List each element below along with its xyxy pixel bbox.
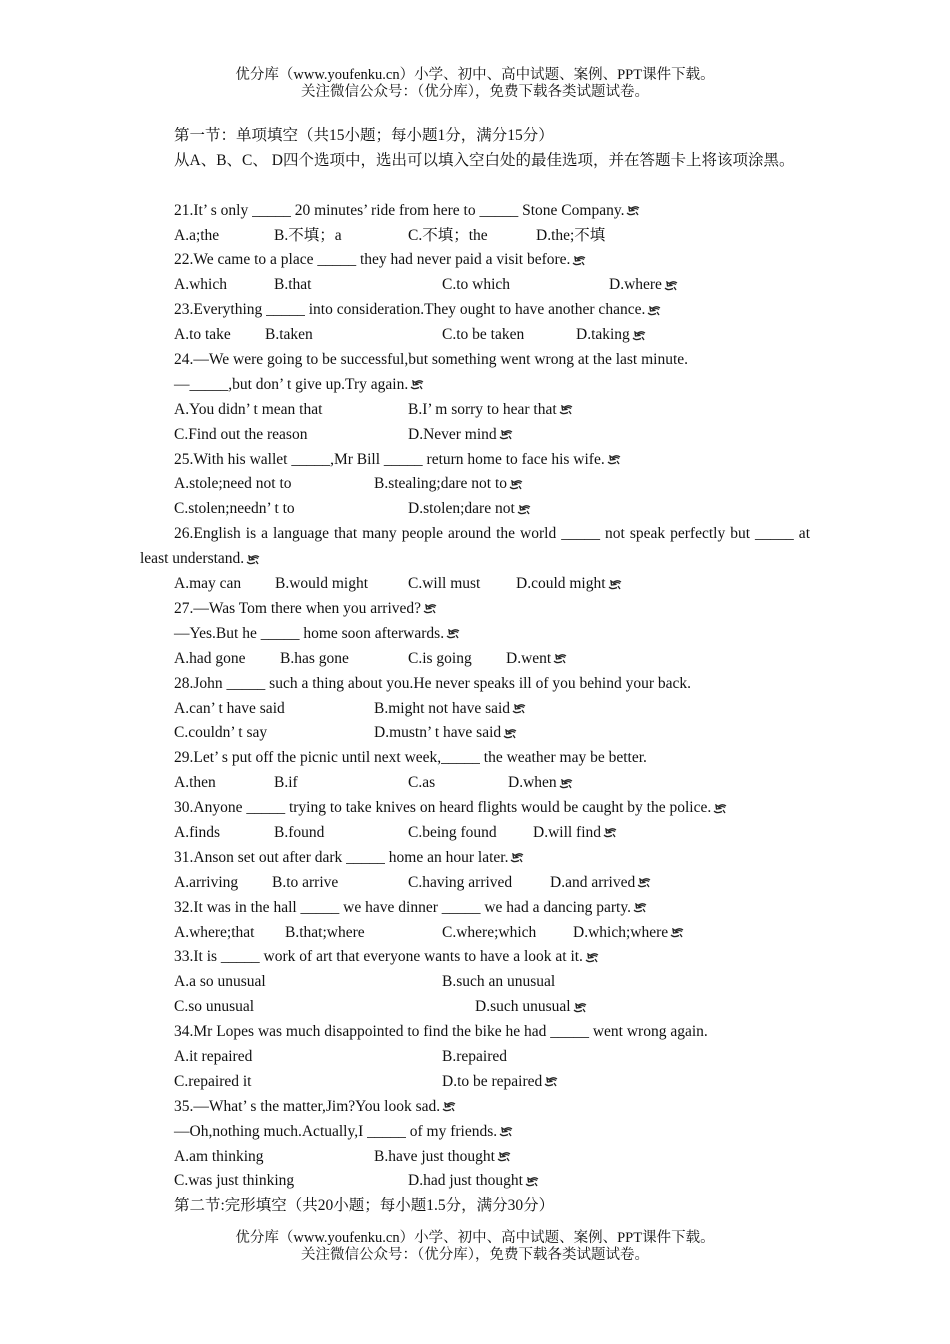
return-arrow-icon bbox=[523, 1172, 540, 1189]
option-b[interactable]: B.has gone bbox=[280, 649, 349, 667]
option-row bbox=[140, 721, 810, 746]
option-d[interactable]: D.will find bbox=[533, 821, 618, 846]
option-b[interactable]: B.might not have said bbox=[374, 697, 527, 722]
return-arrow-icon bbox=[711, 799, 728, 816]
option-d[interactable]: D.to be repaired bbox=[442, 1070, 559, 1095]
option-row bbox=[140, 1070, 810, 1095]
option-c[interactable]: C.repaired it bbox=[174, 1072, 252, 1090]
question-stem: 35.—What’ s the matter,Jim?You look sad. bbox=[140, 1095, 810, 1120]
question-stem: 24.—We were going to be successful,but something went wrong at the last minute. bbox=[174, 351, 689, 369]
option-a[interactable]: A.finds bbox=[174, 823, 221, 841]
option-d[interactable]: D.the;不填 bbox=[536, 226, 606, 244]
option-row bbox=[140, 871, 810, 896]
question-stem: 25.With his wallet _____,Mr Bill _____ return home to face his wife. bbox=[140, 448, 810, 473]
option-d[interactable]: D.could might bbox=[516, 572, 623, 597]
option-a[interactable]: A.You didn’ t mean that bbox=[174, 400, 323, 418]
option-row bbox=[140, 771, 810, 796]
option-row bbox=[140, 1045, 810, 1070]
option-row bbox=[140, 697, 810, 722]
option-row bbox=[140, 224, 810, 249]
option-row bbox=[140, 995, 810, 1020]
option-d[interactable]: D.when bbox=[508, 771, 574, 796]
return-arrow-icon bbox=[501, 724, 518, 741]
option-b[interactable]: B.have just thought bbox=[374, 1145, 512, 1170]
footer-line-2: 关注微信公众号：（优分库），免费下载各类试题试卷。 bbox=[301, 1247, 649, 1263]
option-c[interactable]: C.was just thinking bbox=[174, 1172, 295, 1190]
option-a[interactable]: A.it repaired bbox=[174, 1047, 253, 1065]
return-arrow-icon bbox=[244, 550, 261, 567]
return-arrow-icon bbox=[645, 301, 662, 318]
return-arrow-icon bbox=[570, 251, 587, 268]
option-d[interactable]: D.went bbox=[506, 647, 568, 672]
question-stem: 32.It was in the hall _____ we have dinner _____ we had a dancing party. bbox=[140, 896, 810, 921]
return-arrow-icon bbox=[668, 924, 685, 941]
option-row bbox=[140, 398, 810, 423]
option-a[interactable]: A.had gone bbox=[174, 649, 246, 667]
question-stem-line-2: —Oh,nothing much.Actually,I _____ of my friends. bbox=[140, 1120, 810, 1145]
option-a[interactable]: A.can’ t have said bbox=[174, 699, 285, 717]
question-stem: 26.English is a language that many people around the world _____ not speak perfectly but _____ at least understand. bbox=[140, 525, 810, 568]
option-a[interactable]: A.which bbox=[174, 276, 227, 294]
option-a[interactable]: A.where;that bbox=[174, 923, 255, 941]
option-c[interactable]: C.is going bbox=[408, 649, 472, 667]
return-arrow-icon bbox=[421, 600, 438, 617]
return-arrow-icon bbox=[497, 426, 514, 443]
option-b[interactable]: B.stealing;dare not to bbox=[374, 472, 524, 497]
page-header bbox=[0, 67, 950, 101]
option-row bbox=[140, 970, 810, 995]
option-d[interactable]: D.such unusual bbox=[475, 995, 588, 1020]
option-row bbox=[140, 472, 810, 497]
option-d[interactable]: D.stolen;dare not bbox=[408, 497, 532, 522]
return-arrow-icon bbox=[508, 849, 525, 866]
option-c[interactable]: C.will must bbox=[408, 575, 481, 593]
option-b[interactable]: B.would might bbox=[275, 575, 369, 593]
option-row bbox=[140, 1145, 810, 1170]
option-a[interactable]: A.may can bbox=[174, 575, 242, 593]
option-a[interactable]: A.a so unusual bbox=[174, 973, 266, 991]
return-arrow-icon bbox=[440, 1098, 457, 1115]
return-arrow-icon bbox=[630, 326, 647, 343]
option-a[interactable]: A.arriving bbox=[174, 873, 239, 891]
option-d[interactable]: D.which;where bbox=[573, 921, 685, 946]
option-a[interactable]: A.am thinking bbox=[174, 1147, 264, 1165]
page-footer bbox=[0, 1230, 950, 1264]
option-d[interactable]: D.and arrived bbox=[550, 871, 652, 896]
option-c[interactable]: C.couldn’ t say bbox=[174, 724, 268, 742]
option-row bbox=[140, 273, 810, 298]
return-arrow-icon bbox=[631, 899, 648, 916]
return-arrow-icon bbox=[444, 625, 461, 642]
option-b[interactable]: B.不填；a bbox=[274, 226, 342, 244]
option-b[interactable]: B.to arrive bbox=[272, 873, 339, 891]
return-arrow-icon bbox=[551, 650, 568, 667]
return-arrow-icon bbox=[635, 874, 652, 891]
question-stem: 28.John _____ such a thing about you.He never speaks ill of you behind your back. bbox=[174, 674, 692, 692]
question-stem: 34.Mr Lopes was much disappointed to find the bike he had _____ went wrong again. bbox=[174, 1023, 708, 1041]
option-row bbox=[140, 572, 810, 597]
return-arrow-icon bbox=[507, 475, 524, 492]
option-c[interactable]: C.Find out the reason bbox=[174, 425, 308, 443]
footer-line-1: 优分库（www.youfenku.cn）小学、初中、高中试题、案例、PPT课件下载。 bbox=[235, 1230, 715, 1246]
option-b[interactable]: B.taken bbox=[265, 326, 313, 344]
question-stem: 22.We came to a place _____ they had never paid a visit before. bbox=[140, 248, 810, 273]
return-arrow-icon bbox=[557, 401, 574, 418]
option-a[interactable]: A.stole;need not to bbox=[174, 475, 292, 493]
option-d[interactable]: D.mustn’ t have said bbox=[374, 721, 518, 746]
option-b[interactable]: B.found bbox=[274, 823, 325, 841]
return-arrow-icon bbox=[557, 774, 574, 791]
return-arrow-icon bbox=[601, 824, 618, 841]
section-1-title: 第一节：单项填空（共15小题；每小题1分，满分15分） bbox=[174, 127, 554, 144]
option-a[interactable]: A.a;the bbox=[174, 226, 220, 244]
return-arrow-icon bbox=[571, 998, 588, 1015]
option-c[interactable]: C.不填；the bbox=[408, 226, 488, 244]
option-row bbox=[140, 821, 810, 846]
question-stem: 29.Let’ s put off the picnic until next week,_____ the weather may be better. bbox=[174, 749, 647, 767]
return-arrow-icon bbox=[662, 276, 679, 293]
option-b[interactable]: B.that;where bbox=[285, 923, 365, 941]
return-arrow-icon bbox=[583, 948, 600, 965]
question-stem: 30.Anyone _____ trying to take knives on heard flights would be caught by the police. bbox=[140, 796, 810, 821]
option-b[interactable]: B.if bbox=[274, 774, 298, 792]
option-c[interactable]: C.being found bbox=[408, 823, 497, 841]
option-a[interactable]: A.then bbox=[174, 774, 216, 792]
option-a[interactable]: A.to take bbox=[174, 326, 231, 344]
question-stem: 21.It’ s only _____ 20 minutes’ ride from here to _____ Stone Company. bbox=[140, 199, 810, 224]
question-stem-line-2: —Yes.But he _____ home soon afterwards. bbox=[140, 622, 810, 647]
return-arrow-icon bbox=[515, 500, 532, 517]
header-line-2: 关注微信公众号：（优分库），免费下载各类试题试卷。 bbox=[301, 84, 649, 100]
return-arrow-icon bbox=[497, 1123, 514, 1140]
question-stem-line-2: —_____,but don’ t give up.Try again. bbox=[140, 373, 810, 398]
exam-content bbox=[140, 124, 810, 1219]
option-b[interactable]: B.I’ m sorry to hear that bbox=[408, 398, 574, 423]
return-arrow-icon bbox=[624, 202, 641, 219]
question-stem: 23.Everything _____ into consideration.They ought to have another chance. bbox=[140, 298, 810, 323]
option-c[interactable]: C.as bbox=[408, 774, 436, 792]
option-row bbox=[140, 921, 810, 946]
header-line-1: 优分库（www.youfenku.cn）小学、初中、高中试题、案例、PPT课件下载。 bbox=[235, 67, 715, 83]
option-d[interactable]: D.where bbox=[609, 273, 679, 298]
option-d[interactable]: D.Never mind bbox=[408, 423, 514, 448]
option-c[interactable]: C.having arrived bbox=[408, 873, 513, 891]
option-row bbox=[140, 323, 810, 348]
option-b[interactable]: B.that bbox=[274, 276, 312, 294]
option-d[interactable]: D.taking bbox=[576, 323, 647, 348]
return-arrow-icon bbox=[510, 700, 527, 717]
option-c[interactable]: C.where;which bbox=[442, 923, 537, 941]
option-b[interactable]: B.repaired bbox=[442, 1047, 507, 1065]
option-d[interactable]: D.had just thought bbox=[408, 1169, 540, 1194]
return-arrow-icon bbox=[542, 1073, 559, 1090]
option-row bbox=[140, 497, 810, 522]
option-c[interactable]: C.stolen;needn’ t to bbox=[174, 500, 295, 518]
return-arrow-icon bbox=[408, 376, 425, 393]
section-1-instruction: 从A、B、C、 D四个选项中，选出可以填入空白处的最佳选项，并在答题卡上将该项涂黑。 bbox=[174, 151, 795, 169]
option-row bbox=[140, 647, 810, 672]
section-2-title: 第二节:完形填空（共20小题；每小题1.5分，满分30分） bbox=[174, 1197, 555, 1215]
option-b[interactable]: B.such an unusual bbox=[442, 973, 556, 991]
option-c[interactable]: C.so unusual bbox=[174, 998, 255, 1016]
option-c[interactable]: C.to be taken bbox=[442, 326, 525, 344]
question-stem: 31.Anson set out after dark _____ home an hour later. bbox=[140, 846, 810, 871]
option-row bbox=[140, 423, 810, 448]
question-stem: 27.—Was Tom there when you arrived? bbox=[140, 597, 810, 622]
question-stem: 33.It is _____ work of art that everyone wants to have a look at it. bbox=[140, 945, 810, 970]
return-arrow-icon bbox=[605, 451, 622, 468]
option-row bbox=[140, 1169, 810, 1194]
option-c[interactable]: C.to which bbox=[442, 276, 511, 294]
return-arrow-icon bbox=[495, 1148, 512, 1165]
return-arrow-icon bbox=[606, 575, 623, 592]
